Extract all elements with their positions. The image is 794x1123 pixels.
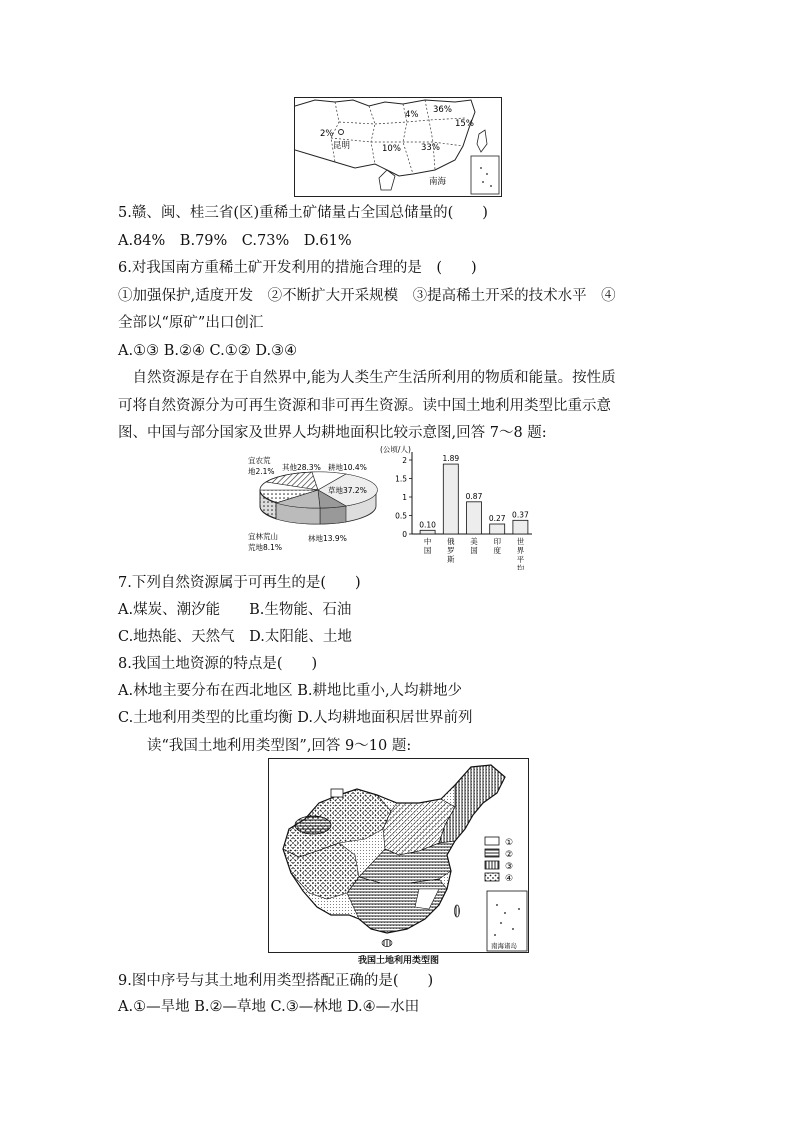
q9-options: A.①—旱地 B.②—草地 C.③—林地 D.④—水田 [118,999,420,1015]
x-category-label-3 [493,536,501,555]
q5-stem: 5.赣、闽、桂三省(区)重稀土矿储量占全国总储量的( ) [118,205,488,221]
land-use-pie-figure [246,452,382,556]
y-axis-label: (公顷/人) [380,445,411,454]
passage-line-2: 可将自然资源分为可再生资源和非可再生资源。读中国土地利用类型比重示意 [118,398,611,414]
map1-label-4pct: 4% [405,110,419,120]
bar-value-label-0: 0.10 [419,520,436,530]
svg-text:俄: 俄 [447,537,455,546]
x-category-label-0 [424,536,432,555]
q8-options-ab: A.林地主要分布在西北地区 B.耕地比重小,人均耕地少 [118,683,463,699]
bar-2 [467,502,482,534]
map1-label-kunming: 昆明 [333,141,351,151]
svg-text:度: 度 [493,546,501,555]
svg-text:中: 中 [423,537,432,546]
map1-label-15pct: 15% [455,119,474,129]
q7-stem: 7.下列自然资源属于可再生的是( ) [118,575,361,591]
bar-value-label-4: 0.37 [512,510,529,520]
svg-text:国: 国 [423,546,432,555]
y-tick-label-1: 0.5 [395,511,407,521]
rare-earth-map [294,97,502,197]
y-tick-label-4: 2 [402,456,407,465]
x-category-label-1 [447,536,455,564]
land-use-pie-drawing [246,452,382,556]
land-use-map-caption: 我国土地利用类型图 [357,956,439,966]
inset-label: 南海诸岛 [491,942,517,950]
pie-label-arable-waste-1: 宜农荒 [248,456,271,465]
per-capita-arable-chart [378,444,538,570]
x-category-label-4 [517,536,525,570]
q6-choices-line-cont: 全部以“原矿”出口创汇 [118,315,264,331]
svg-text:平: 平 [516,555,525,564]
bar-chart-svg [378,444,538,570]
q8-stem: 8.我国土地资源的特点是( ) [118,656,318,672]
svg-text:国: 国 [470,546,478,555]
pie-label-arable-waste-2: 地2.1% [248,467,275,476]
q6-stem: 6.对我国南方重稀土矿开发利用的措施合理的是 ( ) [118,260,477,276]
map1-label-10pct: 10% [382,144,401,154]
land-use-type-map [268,758,529,953]
bar-value-label-1: 1.89 [442,454,460,464]
svg-text:罗: 罗 [447,546,455,555]
svg-text:世: 世 [516,537,525,546]
q7-options-cd: C.地热能、天然气 D.太阳能、土地 [118,629,352,645]
bar-3 [490,524,505,534]
legend-3: ③ [505,862,514,872]
bar-0 [420,530,435,534]
map1-label-36pct: 36% [433,105,452,115]
q8-options-cd: C.土地利用类型的比重均衡 D.人均耕地面积居世界前列 [118,710,473,726]
rare-earth-map-drawing [295,98,501,196]
legend-2: ② [505,850,514,860]
land-use-map-drawing [269,759,528,952]
pie-label-other: 其他28.3% [282,463,321,472]
svg-text:印: 印 [493,537,501,546]
svg-text:美: 美 [470,537,478,546]
pie-label-forest: 林地13.9% [308,534,347,543]
q9-stem: 9.图中序号与其土地利用类型搭配正确的是( ) [118,973,434,989]
pie-label-grassland: 草地37.2% [328,486,367,495]
bar-value-label-3: 0.27 [488,514,506,524]
intro-q9-10: 读“我国土地利用类型图”,回答 9～10 题: [118,738,412,754]
bar-4 [513,520,528,534]
map1-label-33pct: 33% [421,143,440,153]
y-tick-label-2: 1 [402,493,407,502]
svg-text:界: 界 [516,546,525,555]
legend-1: ① [505,838,514,848]
pie-label-arable: 耕地10.4% [328,463,367,472]
q7-options-ab: A.煤炭、潮汐能 B.生物能、石油 [118,602,352,618]
q6-options: A.①③ B.②④ C.①② D.③④ [118,343,298,359]
pie-label-forest-waste-2: 荒地8.1% [248,543,283,552]
passage-line-1: 自然资源是存在于自然界中,能为人类生产生活所利用的物质和能量。按性质 [118,370,616,386]
y-tick-label-3: 1.5 [395,474,407,484]
passage-line-3: 图、中国与部分国家及世界人均耕地面积比较示意图,回答 7～8 题: [118,425,547,441]
bar-value-label-2: 0.87 [465,491,483,501]
bar-1 [443,464,458,534]
y-tick-label-0: 0 [402,530,407,539]
legend-4: ④ [505,874,514,884]
q6-choices-line: ①加强保护,适度开发 ②不断扩大开采规模 ③提高稀土开采的技术水平 ④ [118,288,616,304]
map1-label-nanhai: 南海 [429,177,447,187]
svg-text:均: 均 [516,564,525,570]
x-category-label-2 [470,536,478,555]
map1-label-2pct: 2% [320,129,334,139]
svg-text:斯: 斯 [447,555,455,564]
q5-options: A.84% B.79% C.73% D.61% [118,233,352,249]
pie-label-forest-waste-1: 宜林荒山 [248,532,278,541]
